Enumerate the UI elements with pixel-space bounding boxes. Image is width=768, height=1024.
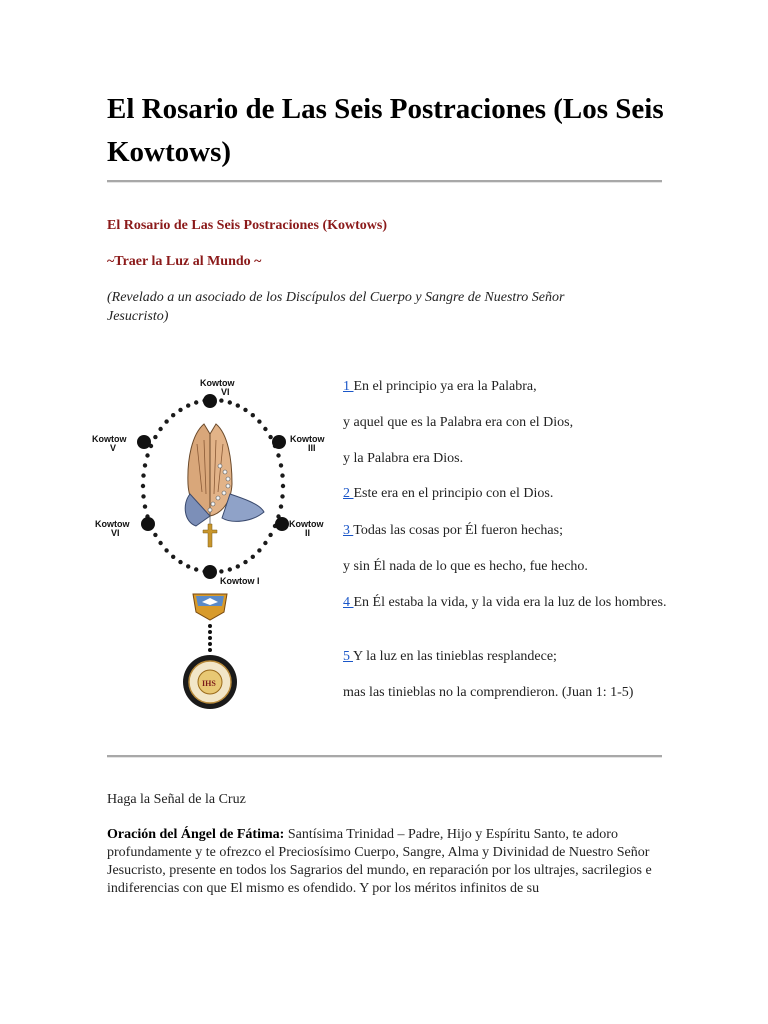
- chain-bead: [171, 555, 175, 559]
- chain-bead: [194, 400, 198, 404]
- chain-bead: [251, 555, 255, 559]
- ihs-medal-icon: [183, 655, 237, 709]
- revealed-note: (Revelado a un asociado de los Discípulos del Cuerpo y Sangre de Nuestro Señor Jesucristo): [107, 290, 565, 324]
- label-kowtow-ii-num: II: [305, 528, 311, 538]
- chain-bead: [243, 408, 247, 412]
- chain-bead: [236, 403, 240, 407]
- chain-bead: [228, 567, 232, 571]
- label-kowtow-iii-num: III: [308, 443, 316, 453]
- chain-bead: [145, 453, 149, 457]
- chain-bead: [263, 427, 267, 431]
- label-kowtow-ii: Kowtow: [289, 519, 324, 529]
- medal-label: IHS: [202, 679, 216, 688]
- chain-bead: [186, 403, 190, 407]
- chain-bead: [194, 567, 198, 571]
- chain-bead: [141, 484, 145, 488]
- chain-bead: [236, 564, 240, 568]
- chain-bead: [186, 564, 190, 568]
- divider: [107, 755, 662, 758]
- verse-line: 4 En Él estaba la vida, y la vida era la luz de los hombres.: [343, 595, 667, 610]
- label-kowtow-vi-left: Kowtow: [95, 519, 130, 529]
- chain-bead: [143, 463, 147, 467]
- prayer-paragraph: [107, 826, 662, 898]
- verse-line: y aquel que es la Palabra era con el Dios,: [343, 415, 574, 430]
- verse-number-link[interactable]: 2: [343, 486, 354, 501]
- chain-bead: [153, 533, 157, 537]
- verse-line: mas las tinieblas no la comprendieron. (Juan 1: 1-5): [343, 685, 634, 700]
- verse-number-link[interactable]: 1: [343, 379, 354, 394]
- chain-bead: [276, 453, 280, 457]
- divider: [107, 180, 662, 183]
- verse-line: y sin Él nada de lo que es hecho, fue hecho.: [343, 559, 588, 574]
- chain-bead: [257, 548, 261, 552]
- chain-bead: [268, 533, 272, 537]
- chain-bead: [164, 548, 168, 552]
- chain-bead: [178, 560, 182, 564]
- verse-line: 2 Este era en el principio con el Dios.: [343, 486, 554, 501]
- chain-bead: [141, 494, 145, 498]
- prayer-heading: Oración del Ángel de Fátima:: [107, 827, 285, 842]
- label-kowtow-iii: Kowtow: [290, 434, 325, 444]
- chain-bead: [263, 541, 267, 545]
- chain-bead: [153, 435, 157, 439]
- chain-bead: [164, 419, 168, 423]
- chain-bead: [243, 560, 247, 564]
- chain-bead: [268, 435, 272, 439]
- verse-line: y la Palabra era Dios.: [343, 451, 464, 466]
- verse-line: 1 En el principio ya era la Palabra,: [343, 379, 537, 394]
- chain-bead: [171, 413, 175, 417]
- chain-bead: [178, 408, 182, 412]
- label-kowtow-vi-left-num: VI: [111, 528, 120, 538]
- chain-bead: [219, 398, 223, 402]
- label-kowtow-vi-num: VI: [221, 387, 230, 397]
- chain-bead: [219, 569, 223, 573]
- rosary-image: [92, 374, 338, 720]
- label-kowtow-v: Kowtow: [92, 434, 127, 444]
- label-kowtow-vi: Kowtow: [200, 378, 235, 388]
- chain-bead: [228, 400, 232, 404]
- chain-bead: [251, 413, 255, 417]
- prayer-text: Santísima Trinidad – Padre, Hijo y Espíritu Santo, te adoro profundamente y te ofrezco el Preciosísimo Cuerpo, Sangre, Alma y Divinidad de Nuestro Señor Jesucristo, presente en todos los Sagrarios del mundo, en reparación por los ultrajes, sacrilegios e indiferencias con que El mismo es ofendido. Y por los méritos infinitos de su: [107, 827, 652, 896]
- chain-bead: [141, 473, 145, 477]
- verse-line: 3 Todas las cosas por Él fueron hechas;: [343, 523, 563, 538]
- chain-bead: [280, 494, 284, 498]
- chain-bead: [158, 427, 162, 431]
- instruction-text: Haga la Señal de la Cruz: [107, 792, 246, 807]
- chain-bead: [279, 463, 283, 467]
- chain-bead: [143, 504, 147, 508]
- chain-bead: [158, 541, 162, 545]
- chain-bead: [257, 419, 261, 423]
- chain-bead: [281, 484, 285, 488]
- chain-bead: [279, 504, 283, 508]
- verse-number-link[interactable]: 4: [343, 595, 354, 610]
- chain-bead: [280, 473, 284, 477]
- section-heading: El Rosario de Las Seis Postraciones (Kowtows): [107, 218, 387, 233]
- tagline: ~Traer la Luz al Mundo ~: [107, 254, 262, 269]
- label-kowtow-i: Kowtow I: [220, 576, 260, 586]
- verse-number-link[interactable]: 3: [343, 523, 354, 538]
- verse-line: 5 Y la luz en las tinieblas resplandece;: [343, 649, 557, 664]
- label-kowtow-v-num: V: [110, 443, 117, 453]
- verse-number-link[interactable]: 5: [343, 649, 353, 664]
- page-title: El Rosario de Las Seis Postraciones (Los Seis Kowtows): [107, 93, 664, 168]
